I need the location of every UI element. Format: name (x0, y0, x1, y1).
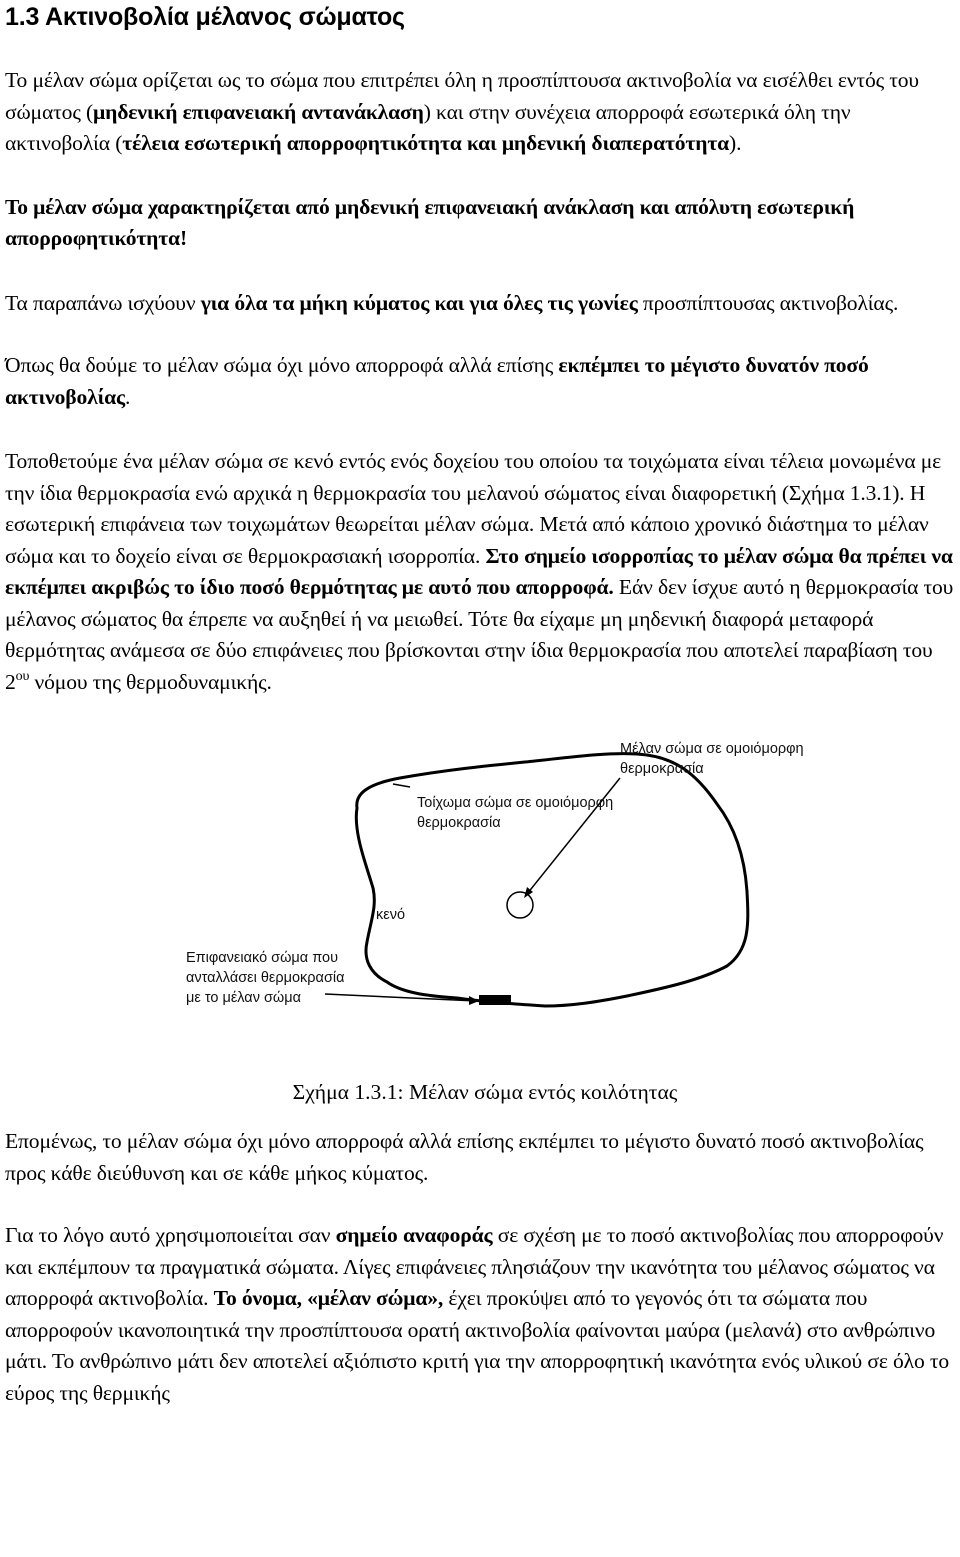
paragraph-emission: Όπως θα δούμε το μέλαν σώμα όχι μόνο απορροφά αλλά επίσης εκπέμπει το μέγιστο δυνατόν ποσό ακτινοβολίας. (5, 353, 869, 409)
figure-caption: Σχήμα 1.3.1: Μέλαν σώμα εντός κοιλότητας (292, 1080, 678, 1104)
label-wall-1: Τοίχωμα σώμα σε ομοιόμορφη (417, 795, 614, 811)
paragraph-definition: Το μέλαν σώμα ορίζεται ως το σώμα που επιτρέπει όλη η προσπίπτουσα ακτινοβολία να εισέλθει εντός του σώματος (μηδενική επιφανειακή αντανάκλαση) και στην συνέχεια απορροφά εσωτερικά όλη την ακτινοβολία (τέλεια εσωτερική απορροφητικότητα και μηδενική διαπερατότητα). (5, 68, 919, 155)
cavity-diagram (5, 712, 960, 1077)
paragraph-emphasis: Το μέλαν σώμα χαρακτηρίζεται από μηδενική επιφανειακή ανάκλαση και απόλυτη εσωτερική απορροφητικότητα! (5, 194, 855, 250)
surface-element (479, 995, 511, 1005)
cavity-figure (5, 712, 960, 1077)
black-body (507, 892, 533, 918)
label-surface-1: Επιφανειακό σώμα που (186, 950, 338, 966)
label-surface-2: ανταλλάσει θερμοκρασία (186, 970, 345, 986)
document-page (5, 0, 960, 1409)
paragraph-equilibrium: Τοποθετούμε ένα μέλαν σώμα σε κενό εντός ενός δοχείου του οποίου τα τοιχώματα είναι τέλεια μονωμένα με την ίδια θερμοκρασία ενώ αρχικά η θερμοκρασία του μελανού σώματος είναι διαφορετική (Σχήμα 1.3.1). Η εσωτερική επιφάνεια των τοιχωμάτων θεωρείται μέλαν σώμα. Μετά από κάποιο χρονικό διάστημα το μέλαν σώμα και το δοχείο είναι σε θερμοκρασιακή ισορροπία. Στο σημείο ισορροπίας το μέλαν σώμα θα πρέπει να εκπέμπει ακριβώς το ίδιο ποσό θερμότητας με αυτό που απορροφά. Εάν δεν ίσχυε αυτό η θερμοκρασία του μέλανος σώματος θα έπρεπε να αυξηθεί ή να μειωθεί. Τότε θα είχαμε μη μηδενική διαφορά μεταφορά θερμότητας ανάμεσα σε δύο επιφάνειες που βρίσκονται στην ίδια θερμοκρασία που αποτελεί παραβίαση του $2^{o\upsilon}$ νόμου της θερμοδυναμικής. (5, 449, 954, 694)
paragraph-conclusion: Επομένως, το μέλαν σώμα όχι μόνο απορροφά αλλά επίσης εκπέμπει το μέγιστο δυνατό ποσό ακτινοβολίας προς κάθε διεύθυνση και σε κάθε μήκος κύματος. (5, 1129, 924, 1185)
label-wall-2: θερμοκρασία (417, 815, 501, 831)
paragraph-wavelengths: Τα παραπάνω ισχύουν για όλα τα μήκη κύματος και για όλες τις γωνίες προσπίπτουσας ακτινοβολίας. (5, 290, 899, 315)
label-surface-3: με το μέλαν σώμα (186, 990, 301, 1006)
label-black-body-1: Μέλαν σώμα σε ομοιόμορφη (620, 741, 804, 757)
arrow-wall (393, 784, 410, 787)
label-black-body-2: θερμοκρασία (620, 761, 704, 777)
section-heading: 1.3 Ακτινοβολία μέλανος σώματος (5, 3, 405, 31)
cavity-wall-outline (356, 754, 748, 1006)
label-vacuum: κενό (376, 907, 406, 923)
paragraph-reference: Για το λόγο αυτό χρησιμοποιείται σαν σημείο αναφοράς σε σχέση με το ποσό ακτινοβολίας που απορροφούν και εκπέμπουν τα πραγματικά σώματα. Λίγες επιφάνειες πλησιάζουν την ικανότητα του μέλανος σώματος να απορροφά ακτινοβολία. Το όνομα, «μέλαν σώμα», έχει προκύψει από το γεγονός ότι τα σώματα που απορροφούν ικανοποιητικά την προσπίπτουσα ορατή ακτινοβολία φαίνονται μαύρα (μελανά) στο ανθρώπινο μάτι. Το ανθρώπινο μάτι δεν αποτελεί αξιόπιστο κριτή για την απορροφητική ικανότητα ενός υλικού σε όλο το εύρος της θερμικής (5, 1223, 950, 1405)
arrow-head-icon (469, 996, 479, 1005)
